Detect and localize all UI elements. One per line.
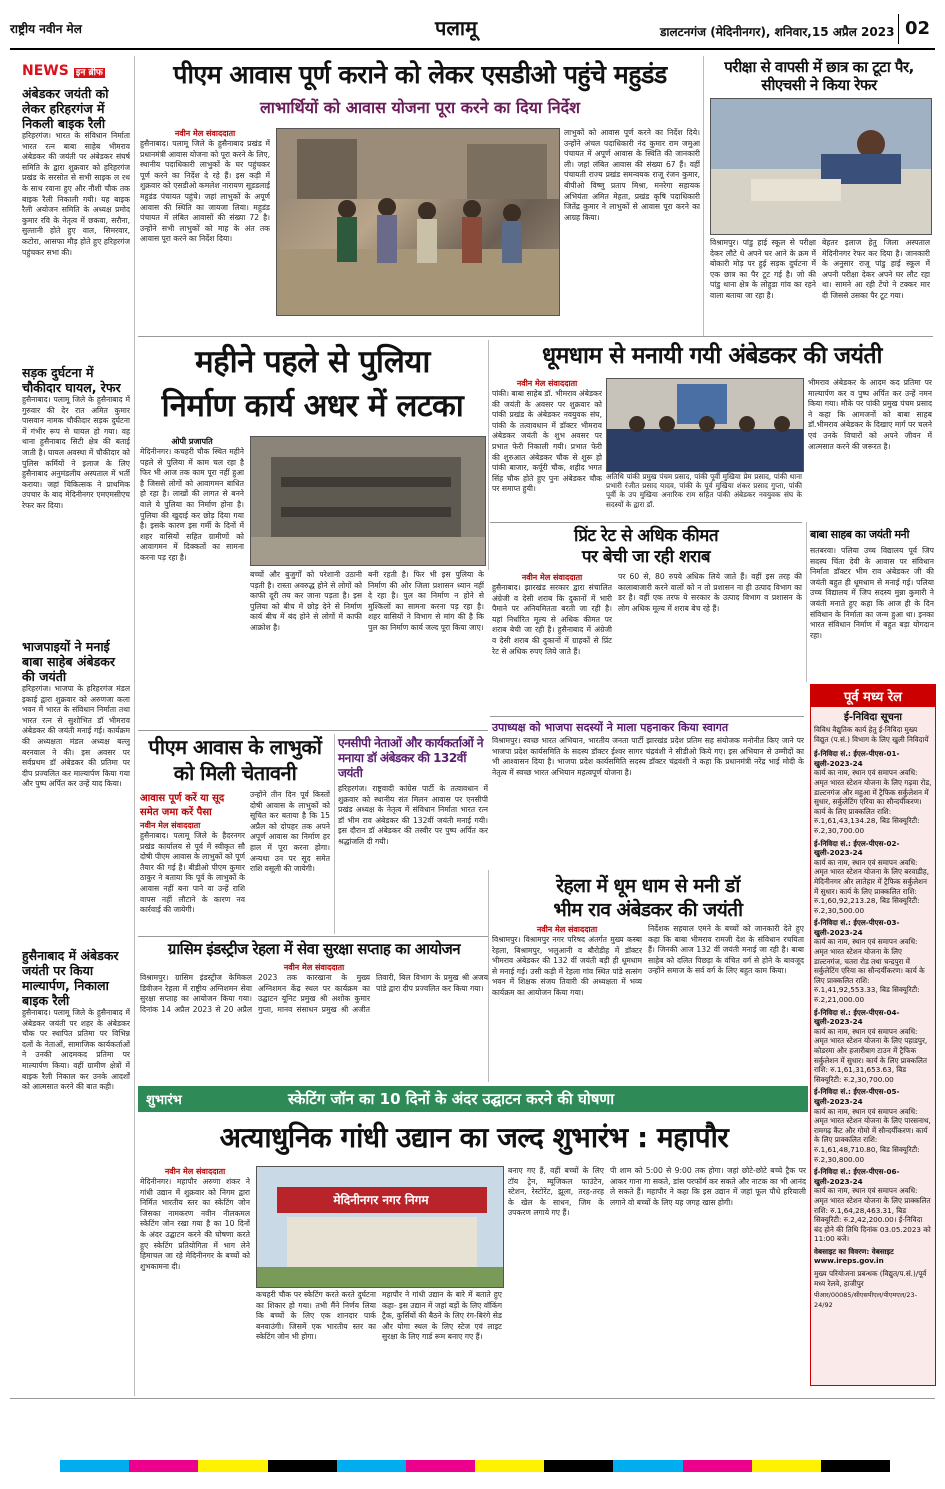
- news-photo: [276, 128, 560, 316]
- news-photo: [710, 98, 932, 235]
- story-column: [564, 128, 700, 328]
- story-column: [256, 1290, 376, 1386]
- tender-item-body: कार्य का नाम, स्थान एवं समापन अवधि: अमृत भारत स्टेशन योजना के लिए बरवाडीह, मेदिनीनगर और लातेहार में ट्रैफिक सर्कुलेशन में सुधार। कार्य के लिए प्राक्कलित राशि: रु.1,60,92,213.28, बिड सिक्यूरिटी: रु.2,30,500.00: [814, 857, 929, 915]
- story-body: हुसैनाबाद। पलामू जिले के हैदरनगर प्रखंड कार्यालय से पूर्व में स्वीकृत सौ दोषी पीएम आवास के लाभुकों को पूर्ण तैयार की गई है। बीडीओ पीएम कुमार ठाकुर ने बताया कि पूर्व के लाभुकों के आवास नहीं बना पाने वा उन्हें राशि वापस नहीं लौटाने के कारण नव कार्रवाई की जायेगी।: [140, 831, 245, 915]
- tender-item-body: कार्य का नाम, स्थान एवं समापन अवधि: अमृत भारत स्टेशन योजना के लिए गढ़वा रोड, डाल्टनगंज और महुआ में ट्रैफिक सर्कुलेशन में सुधार, सर्कुलेटिंग एरिया का सौन्दर्यीकरण। कार्य के लिए प्राक्कलित राशि: रु.1,61,43,134.28, बिड सिक्यूरिटी: रु.2,30,700.00: [814, 768, 932, 835]
- headline: [490, 526, 802, 568]
- column-rule: [334, 734, 335, 934]
- headline-line: रेहला में धूम धाम से मनी डॉ: [556, 875, 740, 897]
- masthead: [10, 12, 935, 48]
- tender-item: [814, 839, 932, 916]
- byline: नवीन मेल संवाददाता: [140, 821, 201, 830]
- tender-item-heading: ई-निविदा सं.: ईएल-पीएस-03-खुली-2023-24: [814, 918, 900, 937]
- photo-caption: महापौर ने गांधी उद्यान के बारे में बताते हुए कहा- इस उद्यान में जहां बड़ों के लिए वॉकिंग ट्रैक, कुर्सियों की बैठने के लिए रंग-बिरंगे सेड और योगा स्थल के लिए स्टेज एवं लाइट सुरक्षा के लिए गार्ड रूम बनाए गए हैं।: [382, 1290, 502, 1342]
- story-body: हरिहरगंज। राष्ट्रवादी कांग्रेस पार्टी के तत्वावधान में शुक्रवार को स्थानीय संत मिलन आवास पर एनसीपी प्रखंड अध्यक्ष के नेतृत्व में संविधान निर्माता भारत रत्न डॉ भीम राव अंबेडकर की 132वीं जयंती मनाई गयी। इस दौरान डॉ अंबेडकर की तस्वीर पर पुष्प अर्पित कर श्रद्धांजलि दी गयी।: [338, 784, 488, 846]
- photo-illustration: [607, 379, 803, 471]
- column-rule: [488, 870, 489, 1082]
- story-body: पांकी। बाबा साहेब डॉ. भीमराव अंबेडकर की जयंती के अवसर पर शुक्रवार को पांकी प्रखंड के अंबेडकर नवयुवक संघ, पांकी के तत्वावधान में डॉक्टर भीमराव अंबेडकर जयंती के शुभ अवसर पर प्रभात फेरी निकाली गयी। प्रभात फेरी की शुरुआत अंबेडकर चौक से शुरू हो पांकी बाजार, कर्पूरी चौक, शहीद भगत सिंह चौक होते हुए पुनः अंबेडकर चौक पर समाप्त हुयी।: [492, 389, 602, 494]
- story-body: कचहरी चौक पर स्केटिंग करते करते दुर्घटना का शिकार हो गया। तभी मैंने निर्णय लिया कि बच्चों के लिए एक शानदार पार्क बनवाउंगी। जिसमें एक भारतीय स्तर का स्केटिंग जोन भी होगा।: [256, 1290, 376, 1342]
- section-rule: [138, 730, 488, 731]
- story-column: [492, 378, 602, 518]
- tender-item-heading: ई-निविदा सं.: ईएल-पीएस-06-खुली-2023-24: [814, 1167, 900, 1186]
- left-column: [22, 86, 130, 1386]
- story-body: उन्होंने तीन दिन पूर्व किस्तों दोषी आवास के लाभुकों को सूचित कर बताया है कि 15 अप्रैल को दोपहर तक अपने अपूर्ण आवास का निर्माण हर हाल में पूरा करना होगा। अन्यथा उन पर सूद समेत राशि वसूली की जायेगी।: [250, 790, 330, 874]
- tender-item: [814, 1167, 932, 1244]
- tender-item-body: कार्य का नाम, स्थान एवं समापन अवधि: अमृत भारत स्टेशन योजना के लिए पहाडपुर, कोडरमा और हजारीबाग टाउन में ट्रैफिक सर्कुलेशन में सुधार। कार्य के लिए प्राक्कलित राशि: रु.1,61,31,653.63, बिड सिक्यूरिटी: रु.2,30,700.00: [814, 1026, 928, 1084]
- masthead-rule: [10, 48, 935, 50]
- story-column: [338, 784, 488, 930]
- brief-body: हुसैनाबाद। पलामू जिले के हुसैनाबाद में गुरुवार की देर रात अमित कुमार पासवान नामक चौकीदार सड़क दुर्घटना में गंभीर रूप से घायल हो गया। वह थाना हुसैनाबाद सिटी क्षेत्र की बताई जाती है। घायल अवस्था में चौकीदार को पुलिस कर्मियों ने इलाज के लिए हुसैनाबाद अनुमंडलीय अस्पताल में भर्ती कराया। जहां चिकित्सक ने प्राथमिक उपचार के बाद मेदिनीनगर एमएमसीएच रेफर कर दिया।: [22, 395, 130, 510]
- news-photo: [250, 436, 486, 566]
- banner-text: स्केटिंग जॉन का 10 दिनों के अंदर उद्घाटन करने की घोषणा: [288, 1090, 615, 1108]
- brief-head: भाजपाइयों ने मनाई बाबा साहेब अंबेडकर की जयंती: [22, 639, 116, 684]
- byline: नवीन मेल संवाददाता: [174, 129, 236, 138]
- story-body: बनी रहती है। फिर भी इस पुलिया के निर्माण की ओर जिला प्रशासन ध्यान नहीं दे रहा है। पुल का निर्माण न होने से मुश्किलों का सामना करना पड़ रहा है। शहर वासियों ने विभाग से मांग की है कि पुल का निर्माण कार्य जल्द पूरा किया जाए।: [368, 570, 484, 632]
- story-body: हुसैनाबाद। पलामू जिले के हुसैनाबाद प्रखंड में प्रधानमंत्री आवास योजना को पूरा करने के लिए, स्थानीय पदाधिकारी लाभुकों के घर पहुंचकर पूर्ण करने का निर्देश दे रहे हैं। इस कड़ी में शुक्रवार को एसडीओ कमलेश नारायण सूडडलाई महुडंड पंचायत पहुंचे। जहां लाभुकों के अपूर्ण आवास की स्थिति का जायजा लिया। महुडंड पंचायत में लंबित आवासों की संख्या 72 है। उन्होंने सभी लाभुकों को माह के अंत तक आवास पूरा करने का निर्देश दिया।: [140, 139, 270, 244]
- headline: बाबा साहब का जयंती मनी: [810, 528, 909, 541]
- footer-rule: [10, 1398, 935, 1399]
- headline: उपाध्यक्ष को भाजपा सदस्यों ने माला पहनाकर किया स्वागत: [492, 721, 729, 734]
- story-body: मेदिनीनगर। कचहरी चौक स्थित महीने पहले से पुलिया में काम चल रहा है फिर भी आज तक काम पूरा नहीं हुआ है जिससे लोगों को आवागमन बाधित हो रहा है। लाखों की लागत से बनने वाले ये पुलिया का निर्माण होना है। पुलिया की खुदाई कर छोड़ दिया गया है। इसके कारण इस गर्मी के दिनों में शहर वासियों सहित ग्रामीणों को आवागमन में दिक्कतों का सामना करना पड़ रहा है।: [140, 447, 244, 562]
- tender-item-heading: ई-निविदा सं.: ईएल-पीएस-02-खुली-2023-24: [814, 838, 900, 858]
- headline-line: महीने पहले से पुलिया: [195, 344, 430, 380]
- headline-line: को मिली चेतावनी: [173, 761, 297, 785]
- story-column: [250, 790, 330, 930]
- story-column: [492, 572, 612, 712]
- headline: [140, 734, 330, 786]
- story-body: बनाए गए हैं, वहीं बच्चों के लिए टॉय ट्रेन, म्यूजिकल फाउंटेन, स्टेशन, रेस्टोरेंट, झूला, तरह-तरह के खेल के साधन, जिम के उपकरण लगाये गए हैं।: [508, 1166, 604, 1218]
- news-photo: [256, 1166, 504, 1288]
- byline: नवीन मेल संवाददाता: [521, 573, 583, 582]
- byline: नवीन मेल संवाददाता: [516, 379, 578, 388]
- story-column: [610, 1166, 806, 1386]
- paper-name: राष्ट्रीय नवीन मेल: [10, 22, 82, 36]
- column-rule: [134, 56, 135, 1396]
- photo-illustration: [711, 99, 931, 234]
- headline-line: पीएम आवास के लाभुकों: [148, 735, 322, 759]
- page-number: 02: [905, 18, 931, 39]
- headline: एनसीपी नेताओं और कार्यकर्ताओं ने मनाया डॉ अंबेडकर की 132वीं जयंती: [338, 736, 484, 780]
- tender-item-body: कार्य का नाम, स्थान एवं समापन अवधि: अमृत भारत स्टेशन योजना के लिए प्राक्कलित राशि: रु.1,64,28,463.31, बिड सिक्यूरिटी: रु.2,42,200.00। ई-निविदा बंद होने की तिथि दिनांक 03.05.2023 को 11:00 बजे।: [814, 1186, 931, 1244]
- story-body: बच्चों और बुजुर्गों को परेशानी उठानी पड़ती है। रास्ता अवरुद्ध होने से लोगों को काफी दूरी तय कर जाना पड़ता है। इस पुलिया को बीच में छोड़ देने से निर्माण कार्य बीच में बंद होने से लोगों में काफी आक्रोश है।: [250, 570, 362, 632]
- photo-illustration: [277, 129, 559, 315]
- dateline: डालटनगंज (मेदिनीनगर), शनिवार,15 अप्रैल 2023: [660, 25, 895, 39]
- tender-item-body: कार्य का नाम, स्थान एवं समापन अवधि: अमृत भारत स्टेशन योजना के लिए पारसनाथ, रामगढ़ कैंट और गोमो में सौन्दर्यीकरण। कार्य के लिए प्राक्कलित राशि: रु.1,61,48,710.80, बिड सिक्यूरिटी: रु.2,30,800.00: [814, 1106, 931, 1164]
- byline: नवीन मेल संवाददाता: [164, 1167, 226, 1176]
- story-column: [140, 436, 244, 726]
- tender-ad: [810, 684, 936, 1386]
- byline: नवीन मेल संवाददाता: [536, 925, 598, 934]
- column-rule: [703, 56, 704, 336]
- tender-signature: मुख्य परियोजना प्रबन्धक (विद्युत/प.सं.)/पूर्व मध्य रेलवे, हाजीपुर: [814, 1269, 927, 1288]
- story-body: पर 60 से, 80 रुपये अधिक लिये जाते हैं। वहीं इस तरह की कालाबाजारी करने वालों को न तो प्रशासन ना ही उत्पाद विभाग का डर है। वहीं एक तरफ ये सरकार के उत्पाद विभाग व प्रशासन के लोग अधिक मूल्य में शराब बेच रहे हैं।: [618, 572, 802, 613]
- banner-tag: शुभारंभ: [146, 1093, 182, 1108]
- story-body: पी शाम को 5:00 से 9:00 तक होगा। जहां छोटे-छोटे बच्चे ट्रैक पर आकर गाना गा सकते, डांस परफॉर्म कर सकते और नाटक का भी आनंद ले सकते हैं। महापौर ने कहा कि इस उद्यान में जहां फूल पौधे हरियाली लगाने वो बच्चों के लिए यह जगह खास होगी।: [610, 1166, 806, 1207]
- brief-head: हुसैनाबाद में अंबेडकर जयंती पर किया माल्यार्पण, निकाला बाइक रैली: [22, 948, 119, 1008]
- photo-caption: [606, 472, 802, 518]
- shubharambh-banner: [138, 1086, 808, 1112]
- headline-line: निर्माण कार्य अधर में लटका: [161, 388, 464, 424]
- brief-body: हरिहरगंज। भारत के संविधान निर्माता भारत रत्न बाबा साहेब भीमराव अंबेडकर की जयंती पर अंबेडकर संघर्ष समिति के द्वारा शुक्रवार को हरिहरगंज प्रखंड के सरसोत से सभी साइक ल रथ के साथ रवाना हुए और नौशी चौक तक बाइक रैली निकाली गयी। यह बाइक रैली अयोजन समिति के अध्यक्ष प्रमोद कुमार रवि के नेतृत्व में छकवा, सरौना, सुल्तानी होते हुए वाल, सिमरवार, कटोरा, आसफा मौड़ होते हुए हरिहरगंज पहुंचकर सभा की।: [22, 131, 130, 257]
- tender-item-body: कार्य का नाम, स्थान एवं समापन अवधि: अमृत भारत स्टेशन योजना के लिए डाल्टनगंज, चतरा रोड तथा चन्द्रपुरा में सर्कुलेटिंग एरिया का सौन्दर्यीकरण। कार्य के लिए प्राक्कलित राशि: रु.1,41,92,553.33, बिड सिक्यूरिटी: रु.2,21,000.00: [814, 937, 925, 1005]
- story-column: [382, 1290, 502, 1386]
- brief-body: हरिहरगंज। भाजपा के हरिहरगंज मंडल इकाई द्वारा शुक्रवार को अरुणजा कला भवन में भारत के संविधान निर्माता तथा भारत रत्न से सुशोभित डॉ भीमराव अंबेडकर की जयंती मनाई गई। कार्यक्रम की अध्यक्षता मंडल अध्यक्ष बल्लू बरनवाल ने की। इस अवसर पर सर्वप्रथम डॉ अंबेडकर की प्रतिमा पर दीप प्रज्वलित कर माल्यार्पण किया गया और पुष्प अर्पित कर उन्हें याद किया।: [22, 684, 130, 789]
- story-column: [140, 1166, 250, 1386]
- story-body: मेदिनीनगर। महापौर अरुणा शंकर ने गांधी उद्यान में शुक्रवार को निगम द्वारा निर्मित भारतीय स्तर का स्केटिंग जोन जिसका नामकरण नवीन नीलकमल स्केटिंग जोन रखा गया है का 10 दिनों के अंदर उद्घाटन करने की घोषणा करते हुए स्केटिंग प्रतियोगिता में भाग लेने हिमाचल जा रहे मेदिनीनगर के बच्चों को शुभकामना दी।: [140, 1177, 250, 1271]
- story-column: [368, 570, 484, 726]
- story-column: [710, 238, 816, 330]
- story-column: [140, 820, 245, 930]
- section-rule: [138, 936, 488, 937]
- photo-illustration: [251, 437, 485, 565]
- tender-list: [811, 749, 935, 1244]
- story-body: सतबरवा। पलिया उच्च विद्यालय पूर्व जिप सदस्य चिंता देवी के आवास पर संविधान निर्माता डॉक्टर भीम राव अंबेडकर जी की जयंती बहुत ही धूमधाम से मनाई गई। पलिया उच्च विद्यालय में जिप सदस्य मुन्ना कुमारी ने जयंती मनाते हुए कहा कि आज ही के दिन संविधान के निर्माता का जन्म हुआ था। इनका भारत संविधान निर्माण में बहुत बड़ा योगदान रहा।: [810, 546, 934, 640]
- story-body: हुसैनाबाद। झारखंड सरकार द्वारा संचालित अंग्रेजी व देसी शराब कि दुकानों में भारी पैमाने पर अनियमितता बरती जा रही है। यहां निर्धारित मूल्य से अधिक कीमत पर शराब बेची जा रही है। हुसैनाबाद में अंग्रेजी व देसी शराब की दुकानों में ग्राहकों से प्रिंट रेट से अधिक रुपए लिये जाते हैं।: [492, 583, 612, 656]
- column-rule: [806, 522, 807, 682]
- story-column: [822, 238, 930, 330]
- print-color-bar: [60, 1460, 890, 1472]
- brief-bar: [22, 60, 132, 79]
- byline: ओपी प्रजापति: [171, 437, 213, 446]
- column-rule: [488, 340, 489, 570]
- headline: ग्रासिम इंडस्ट्रीज रेहला में सेवा सुरक्षा सप्ताह का आयोजन: [167, 940, 461, 958]
- caption-text: अतिथि पांकी प्रमुख पंचम प्रसाद, पांकी पूर्वी मुखिया प्रेम प्रसाद, पांकी थाना प्रभारी रंजीत प्रसाद यादव, पांकी के पूर्व मुखिया शंकर प्रसाद गुप्ता, पांकी पूर्वी के उप मुखिया अनारिक राम सहित पांकी अंबेडकर नवयुवक संघ के सदस्यों के द्वारा डॉ.: [606, 472, 802, 509]
- tender-org: पूर्व मध्य रेल: [811, 685, 935, 707]
- story-column: [618, 572, 802, 712]
- tender-title: ई-निविदा सूचना: [844, 712, 902, 723]
- story-body: निर्देशक सहयाल एमने के बच्चों को जानकारी देते हुए कहा कि बाबा भीमराव रामजी देश के संविधान रचयिता हैं। जिनकी आज 132 वीं जयंती मनाई जा रही है। बाबा साहेब को दलित पिछड़ा के वंचित वर्ग से होने के बावजूद उन्होंने समाज के सर्व वर्ग के लिए बहुत काम किया।: [648, 924, 804, 976]
- story-body: विश्रामपुर। पांडु हाई स्कूल से परीक्षा देकर लौटे थे अपने घर आने के क्रम में बोकारी मोड़ पर हुई सड़क दुर्घटना में एक छात्र का पैर टूट गई है। जो की पांडु थाना क्षेत्र के लोहुडा गांव का रहने वाला बताया जा रहा है।: [710, 238, 816, 300]
- story-body: लाभुकों को आवास पूर्ण करने का निर्देश दिये। उन्होंने अंचल पदाधिकारी नंद कुमार राम जमुआ पंचायत में अपूर्ण आवास के स्थिति की जानकारी ली। जहां लंबित आवास की संख्या 67 हैं। वहीं पंचायती राज्य प्रखंड समन्वयक राजू रंजन कुमार, बीपीओ विष्णु प्रताप मिश्रा, मनरेगा सहायक अभियंता अमित मेहता, प्रखंड कृषि पदाधिकारी जितेंद्र कुमार ने लाभुकों से आवास पूरा करने का आग्रह किया।: [564, 128, 700, 222]
- tender-footer: वेबसाइट का विवरण: वेबसाइट www.ireps.gov.in: [814, 1246, 894, 1266]
- tender-ref: पीआर/00085/सीएसपीएल/पीएमएल/23-24/92: [814, 1291, 918, 1309]
- headline: परीक्षा से वापसी में छात्र का टूटा पैर, सीएचसी ने किया रेफर: [724, 58, 914, 94]
- headline: अत्याधुनिक गांधी उद्यान का जल्द शुभारंभ : महापौर: [219, 1121, 729, 1154]
- story-column: [250, 570, 362, 726]
- section-rule: [138, 336, 933, 337]
- headline: धूमधाम से मनायी गयी अंबेडकर की जयंती: [541, 343, 883, 369]
- tender-intro: विविध वैद्युतिक कार्य हेतु ई-निविदा मुख्य विद्युत (प.सं.) विभाग के लिए खुली निविदायें: [814, 725, 929, 744]
- headline: [140, 340, 485, 428]
- story-body: विश्रामपुर। विश्रामपुर नगर परिषद अंतर्गत मुख्य कस्बा रेहला, बिश्रामपुर, भलुआनी व बौरोडीह में डॉक्टर भीमराव अंबेडकर की 132 वीं जयंती बड़ी ही धूमधाम से मनाई गई। उसी कड़ी में रेहला गांव स्थित पांडे सत्संग भवन में शिक्षक संजय तिवारी की अध्यक्षता में भव्य कार्यक्रम का आयोजन किया गया।: [492, 935, 642, 997]
- story-body: बेहतर इलाज हेतु जिला अस्पताल मेदिनीनगर रेफर कर दिया है। जानकारी के अनुसार राजू पांडु हाई स्कूल में अपनी परीक्षा देकर अपने घर लौट रहा था। सामने आ रही टेंपो ने टक्कर मार दी जिससे उसका पैर टूट गया।: [822, 238, 930, 300]
- sign-text: मेदिनीनगर नगर निगम: [333, 1193, 429, 1207]
- section-rule: [490, 716, 804, 717]
- story-column: [492, 924, 642, 1082]
- story-column: [508, 1166, 604, 1386]
- section-title: पलामू: [435, 16, 478, 40]
- headline: [492, 874, 804, 922]
- subheadline: लाभार्थियों को आवास योजना पूरा करने का दिया निर्देश: [259, 98, 581, 117]
- divider: [898, 14, 899, 44]
- story-column: [810, 546, 934, 676]
- brief-body: हुसैनाबाद। पलामू जिले के हुसैनाबाद में अंबेडकर जयंती पर शहर के अंबेडकर चौक पर स्थापित प्रतिमा पर विभिन्न दलों के नेताओं, सामाजिक कार्यकर्ताओं ने उनकी आदमकद प्रतिमा पर माल्यार्पण किया। वहीं ग्रामीण क्षेत्रों में बाइक रैली निकाल कर उनके आदर्शों को आत्मसात करने की बात कही।: [22, 1008, 130, 1092]
- headline-line: प्रिंट रेट से अधिक कीमत: [573, 526, 719, 546]
- news-photo: [606, 378, 804, 472]
- story-column: [648, 924, 804, 1082]
- byline: नवीन मेल संवाददाता: [283, 963, 345, 972]
- headline-line: भीम राव अंबेडकर की जयंती: [553, 899, 743, 921]
- tender-item: [814, 918, 932, 1004]
- story-column: [492, 736, 804, 866]
- tender-item: [814, 749, 932, 835]
- brief-tag: इन ब्रीफ: [75, 68, 103, 78]
- tender-item-heading: ई-निविदा सं.: ईएल-पीएस-01-खुली-2023-24: [814, 749, 900, 768]
- brief-head: सड़क दुर्घटना में चौकीदार घायल, रेफर: [22, 365, 121, 395]
- headline: पीएम आवास पूर्ण कराने को लेकर एसडीओ पहुंचे महुडंड: [173, 60, 667, 89]
- brief-head: अंबेडकर जयंती को लेकर हरिहरगंज में निकली बाइक रैली: [22, 86, 109, 131]
- story-body: विश्रामपुर। ग्रासिम इंडस्ट्रीज केमिकल डिवीजन रेहला में राष्ट्रीय अग्निशमन सेवा सुरक्षा सप्ताह का आयोजन किया गया। दिनांक 14 अप्रैल 2023 से 20 अप्रैल 2023 तक कारखाना के मुख्य अग्निशमन केंद्र स्थल पर कार्यक्रम का उद्घाटन यूनिट प्रमुख श्री अशोक कुमार गुप्ता, मानव संसाधन प्रमुख श्री अजीत तिवारी, बिल विभाग के प्रमुख श्री अजय पांडे द्वारा दीप प्रज्वलित कर किया गया।: [140, 973, 488, 1014]
- tender-item: [814, 1008, 932, 1085]
- story-body: विश्रामपुर। स्वच्छ भारत अभियान, भारतीय जनता पार्टी झारखंड प्रदेश प्रतिम सह संयोजक मनोनीत किए जाने पर भाजपा प्रदेश कार्यसमिति के सदस्य डॉक्टर ईश्वर सागर चंद्रवंशी ने सीडीओ किये गए। इस अभियान से उम्मीदों का भी आश्वासन दिया है। भाजपा प्रदेश कार्यसमिति सदस्य डॉक्टर चंद्रवंशी ने कहा कि प्रधानमंत्री नरेंद्र भाई मोदी के नेतृत्व में स्वच्छ भारत अभियान महत्वपूर्ण योजना है।: [492, 736, 804, 777]
- subheadline: आवास पूर्ण करें या सूद समेत जमा करें पैसा: [140, 793, 225, 818]
- story-column: [140, 128, 270, 328]
- story-body: भीमराव अंबेडकर के आदम कद प्रतिमा पर माल्यार्पण कर व पुष्प अर्पित कर उन्हें नमन किया गया। मौके पर पांकी प्रमुख पंचम प्रसाद ने कहा कि आमजनों को बाबा साहब डॉ.भीमराव अंबेडकर के दिखाए मार्ग पर चलने एवं उनके विचारों को अपने जीवन में आत्मसात करने की जरूरत है।: [808, 378, 932, 451]
- tender-item-heading: ई-निविदा सं.: ईएल-पीएस-04-खुली-2023-24: [814, 1007, 900, 1027]
- headline-line: पर बेची जा रही शराब: [581, 547, 711, 567]
- news-label: NEWS: [22, 63, 69, 79]
- tender-item-heading: ई-निविदा सं.: ईएल-पीएस-05-खुली-2023-24: [814, 1087, 900, 1106]
- tender-item: [814, 1087, 932, 1164]
- section-rule: [490, 522, 802, 523]
- story-column: [140, 962, 488, 1082]
- photo-illustration: [257, 1167, 503, 1287]
